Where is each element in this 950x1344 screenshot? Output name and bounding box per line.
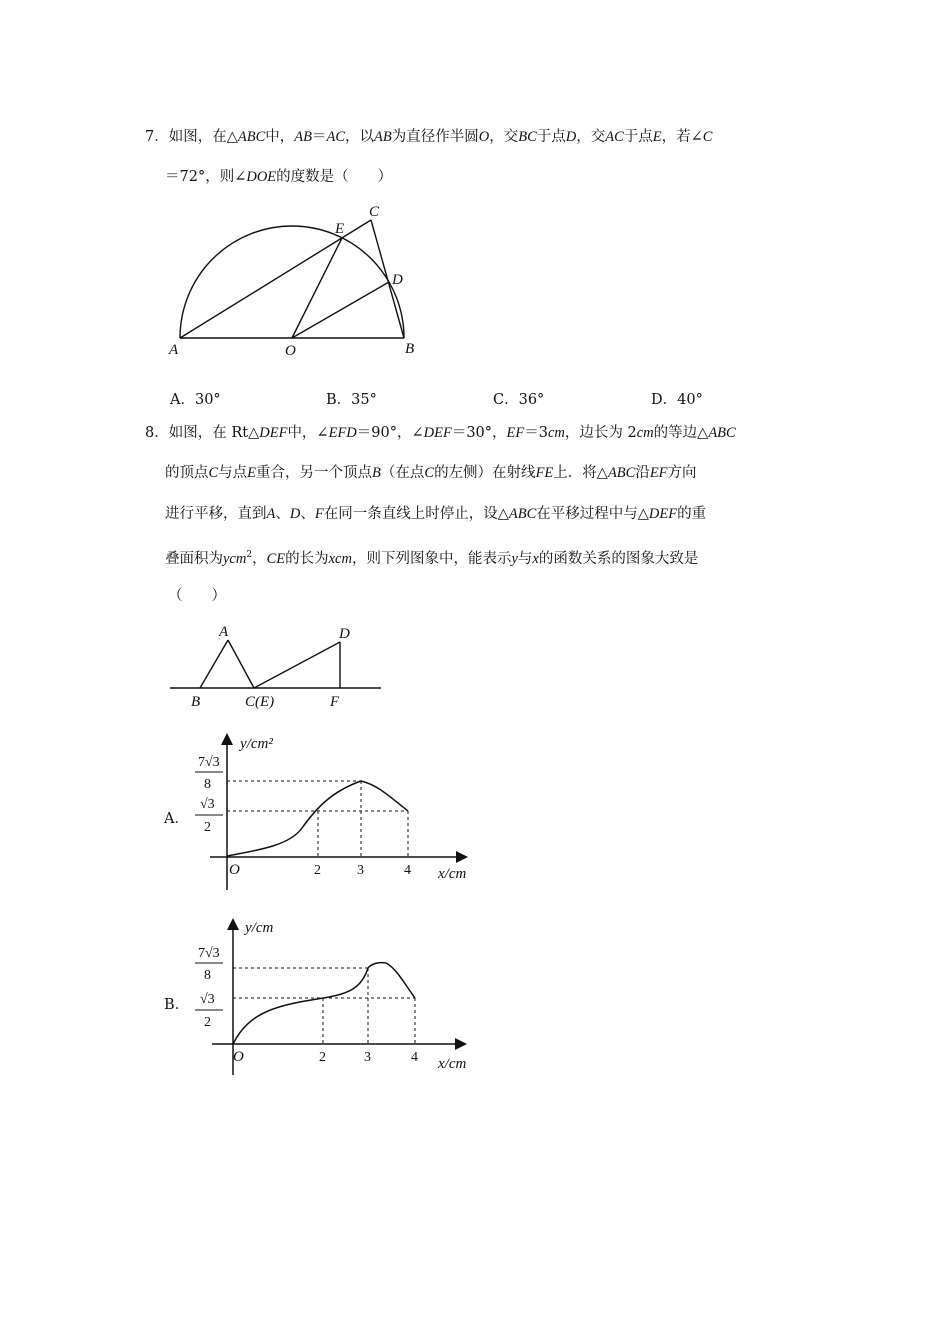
label-e: E bbox=[335, 221, 345, 237]
q8-var: ABC bbox=[607, 465, 636, 481]
q8-text: 与 bbox=[517, 550, 533, 567]
q7-text: 于点 bbox=[536, 129, 566, 145]
q8-var: y bbox=[511, 550, 518, 567]
q7-text: ，若∠ bbox=[661, 129, 703, 145]
q8-text: 在平移过程中与△ bbox=[536, 506, 649, 522]
q7-text: 中， bbox=[265, 129, 295, 145]
q8-line-3 bbox=[165, 504, 706, 524]
q8-var: cm bbox=[636, 425, 654, 441]
tick-2: 2 bbox=[319, 1050, 326, 1065]
label-a: A bbox=[169, 342, 179, 358]
q8-var: C bbox=[208, 465, 219, 481]
y-axis-label: y/cm bbox=[245, 920, 274, 936]
q7-text: ，以 bbox=[345, 129, 375, 145]
q8-var: xcm bbox=[328, 550, 352, 567]
q8-text: ，则下列图象中，能表示 bbox=[351, 550, 512, 567]
q8-text: 的等边△ bbox=[653, 425, 709, 441]
q7-number: 7． bbox=[145, 129, 169, 145]
label-o: O bbox=[285, 343, 296, 359]
q7-text: ，交 bbox=[489, 129, 519, 145]
q8-line-1 bbox=[145, 423, 736, 443]
label-c: C bbox=[369, 204, 380, 220]
q7-option-a: A．30° bbox=[170, 392, 221, 408]
q8-var: ABC bbox=[508, 506, 537, 522]
q7-option-b: B．35° bbox=[326, 392, 377, 408]
label-d: D bbox=[339, 626, 350, 642]
q8-text: 的函数关系的图象大致是 bbox=[538, 550, 699, 567]
q7-var: ABC bbox=[237, 129, 266, 145]
x-axis-label: x/cm bbox=[438, 866, 467, 882]
frac-low-den: 2 bbox=[204, 820, 211, 835]
q8-var: ABC bbox=[708, 425, 736, 441]
tick-2: 2 bbox=[314, 863, 321, 878]
q8-var: cm bbox=[547, 425, 565, 441]
q7-var: BC bbox=[518, 129, 537, 145]
q8-var: B bbox=[372, 465, 381, 481]
q8-text: 、 bbox=[275, 506, 290, 522]
tick-4: 4 bbox=[411, 1050, 418, 1065]
q8-text: ＝30°， bbox=[451, 425, 507, 441]
q8-text: ，边长为 2 bbox=[564, 425, 637, 441]
q8-var: ycm bbox=[223, 550, 247, 567]
q8-text: 重合，另一个顶点 bbox=[256, 465, 373, 481]
q7-var: D bbox=[565, 129, 577, 145]
q7-var: E bbox=[652, 129, 662, 145]
semicircle-arc bbox=[180, 226, 404, 338]
q8-var: DEF bbox=[423, 425, 452, 441]
q8-text: 的长为 bbox=[285, 550, 329, 567]
segment-ed bbox=[254, 642, 340, 688]
q7-line-2 bbox=[165, 167, 392, 187]
q8-text: 叠面积为 bbox=[165, 550, 223, 567]
frac-high-den: 8 bbox=[204, 777, 211, 792]
q8-text: 上．将△ bbox=[553, 465, 608, 481]
q8-triangles-figure bbox=[165, 620, 395, 720]
origin-label: O bbox=[233, 1049, 244, 1065]
q7-text: ，交 bbox=[576, 129, 606, 145]
q7-line-1 bbox=[145, 127, 712, 147]
label-a: A bbox=[219, 624, 229, 640]
q8-var: CE bbox=[266, 550, 286, 567]
q7-semicircle-figure bbox=[165, 200, 425, 360]
y-axis-label: y/cm² bbox=[240, 736, 273, 752]
label-b: B bbox=[405, 341, 415, 357]
tick-4: 4 bbox=[404, 863, 411, 878]
q8-var: D bbox=[289, 506, 301, 522]
q7-text: 为直径作半圆 bbox=[391, 129, 479, 145]
q8-var: FE bbox=[535, 465, 554, 481]
q8-text: 、 bbox=[300, 506, 315, 522]
label-ce: C(E) bbox=[245, 694, 275, 710]
segment-ba bbox=[200, 640, 228, 688]
q8-text: ， bbox=[252, 550, 267, 567]
frac-low-num: √3 bbox=[200, 992, 215, 1007]
tick-3: 3 bbox=[364, 1050, 371, 1065]
frac-high-num: 7√3 bbox=[198, 755, 220, 770]
q7-text: ＝ bbox=[312, 129, 327, 145]
q7-var: AC bbox=[605, 129, 624, 145]
label-b: B bbox=[191, 694, 201, 710]
q8-var: DEF bbox=[259, 425, 288, 441]
q8-line-4 bbox=[165, 545, 698, 569]
q8-text: 的顶点 bbox=[165, 465, 209, 481]
frac-low-num: √3 bbox=[200, 797, 215, 812]
q8-text: 如图，在 Rt△ bbox=[168, 425, 260, 441]
frac-high-den: 8 bbox=[204, 968, 211, 983]
q8-option-a-graph bbox=[190, 730, 480, 900]
tick-3: 3 bbox=[357, 863, 364, 878]
q8-text: 沿 bbox=[635, 465, 650, 481]
q8-text: ＝90°，∠ bbox=[356, 425, 424, 441]
q8-var: E bbox=[247, 465, 257, 481]
q8-line-5: （ ） bbox=[168, 588, 226, 604]
q8-superscript: 2 bbox=[246, 550, 253, 560]
q8-option-b-graph bbox=[190, 915, 480, 1085]
q8-var: DEF bbox=[648, 506, 678, 522]
q7-var: AB bbox=[294, 129, 312, 145]
q8-text: 的左侧）在射线 bbox=[434, 465, 536, 481]
q8-text: （在点 bbox=[380, 465, 425, 481]
q7-text: 的度数是（ ） bbox=[276, 169, 393, 185]
curve-b bbox=[233, 963, 415, 1044]
q8-text: 与点 bbox=[218, 465, 248, 481]
q8-text: 的重 bbox=[677, 506, 707, 522]
frac-high-num: 7√3 bbox=[198, 946, 220, 961]
q8-var: x bbox=[532, 550, 539, 567]
q8-text: 进行平移，直到 bbox=[165, 506, 267, 522]
q8-var: EFD bbox=[328, 425, 357, 441]
q7-text: 如图，在△ bbox=[168, 129, 238, 145]
q8-var: EF bbox=[649, 465, 668, 481]
q8-option-a-label: A． bbox=[164, 811, 189, 827]
q8-var: EF bbox=[506, 425, 525, 441]
q8-text: ＝3 bbox=[524, 425, 548, 441]
q8-var: A bbox=[266, 506, 276, 522]
q8-line-2 bbox=[165, 463, 697, 483]
q7-var: O bbox=[478, 129, 490, 145]
q8-option-b-label: B． bbox=[164, 997, 190, 1013]
q8-var: C bbox=[424, 465, 435, 481]
label-f: F bbox=[330, 694, 340, 710]
origin-label: O bbox=[229, 862, 240, 878]
label-d: D bbox=[392, 272, 403, 288]
q8-number: 8． bbox=[145, 425, 169, 441]
q7-option-c: C．36° bbox=[493, 392, 545, 408]
q7-var: C bbox=[702, 129, 713, 145]
x-axis-label: x/cm bbox=[438, 1056, 467, 1072]
q8-text: 在同一条直线上时停止，设△ bbox=[323, 506, 509, 522]
q7-text: ＝72°，则∠ bbox=[165, 169, 247, 185]
q7-text: 于点 bbox=[623, 129, 653, 145]
segment-ac bbox=[228, 640, 254, 688]
q8-text: 方向 bbox=[667, 465, 697, 481]
q7-option-d: D．40° bbox=[651, 392, 703, 408]
q8-var: F bbox=[314, 506, 324, 522]
q7-var: AB bbox=[374, 129, 392, 145]
q7-var: DOE bbox=[246, 169, 277, 185]
segment-ac bbox=[180, 220, 371, 338]
q7-var: AC bbox=[326, 129, 346, 145]
frac-low-den: 2 bbox=[204, 1015, 211, 1030]
q8-text: 中，∠ bbox=[287, 425, 329, 441]
